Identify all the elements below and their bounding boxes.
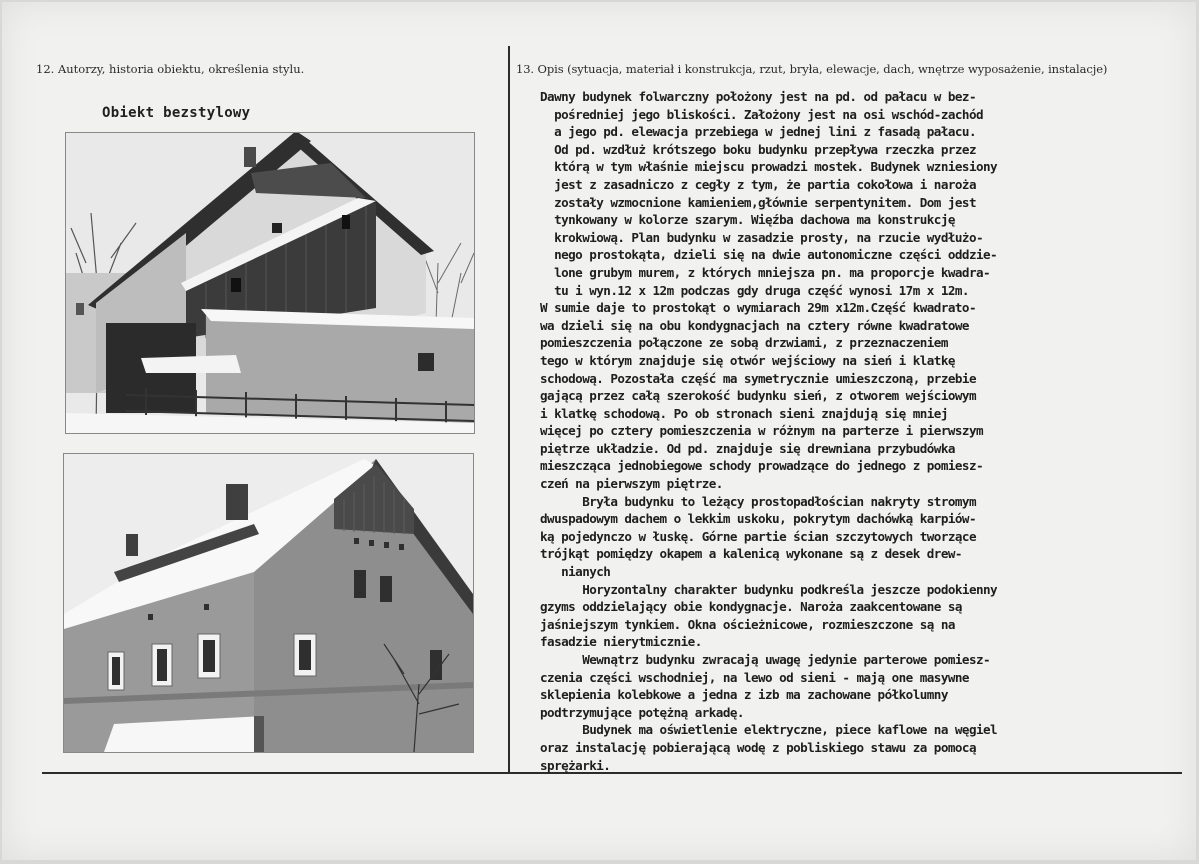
text-line: Horyzontalny charakter budynku podkreśla jeszcze podokienny xyxy=(540,581,998,597)
style-label: Obiekt bezstylowy xyxy=(102,105,251,121)
text-line: gzyms oddzielający obie kondygnacje. Naroża zaakcentowane są xyxy=(540,599,962,615)
document-sheet xyxy=(2,2,1196,860)
text-line: jaśniejszym tynkiem. Okna ościeżnicowe, rozmieszczone są na xyxy=(540,616,955,632)
text-line: nianych xyxy=(540,564,611,580)
vertical-divider xyxy=(508,46,510,772)
text-line: ką pojedynczo w łuskę. Górne partie ścian szczytowych tworzące xyxy=(540,528,976,544)
text-line: Dawny budynek folwarczny położony jest na pd. od pałacu w bez- xyxy=(540,89,976,104)
text-line: trójkąt pomiędzy okapem a kalenicą wykonane są z desek drew- xyxy=(540,546,962,562)
text-line: piętrze układzie. Od pd. znajduje się drewniana przybudówka xyxy=(540,440,955,456)
text-line: Budynek ma oświetlenie elektryczne, piece kaflowe na węgiel xyxy=(540,722,998,738)
text-line: lone grubym murem, z których mniejsza pn. ma proporcje kwadra- xyxy=(540,264,991,280)
text-line: jest z zasadniczo z cegły z tym, że partia cokołowa i naroża xyxy=(540,176,976,192)
text-line: dwuspadowym dachem o lekkim uskoku, pokrytym dachówką karpiów- xyxy=(540,511,976,527)
text-line: więcej po cztery pomieszczenia w różnym na parterze i pierwszym xyxy=(540,423,984,439)
text-line: schodową. Pozostała część ma symetrycznie umieszczoną, przebie xyxy=(540,370,976,386)
text-line: sprężarki. xyxy=(540,757,611,773)
text-line: fasadzie nierytmicznie. xyxy=(540,634,702,650)
text-line: mieszcząca jednobiegowe schody prowadzące do jednego z pomiesz- xyxy=(540,458,984,474)
text-line: tu i wyn.12 x 12m podczas gdy druga część wynosi 17m x 12m. xyxy=(540,282,969,298)
text-line: tynkowany w kolorze szarym. Więźba dachowa ma konstrukcję xyxy=(540,212,955,228)
text-line: gającą przez całą szerokość budynku sień, z otworem wejściowym xyxy=(540,388,976,404)
text-line: Wewnątrz budynku zwracają uwagę jedynie parterowe pomiesz- xyxy=(540,652,991,667)
text-line: czenia części wschodniej, na lewo od sieni - mają one masywne xyxy=(540,669,969,685)
photo-building-facade xyxy=(63,453,474,753)
text-line: pośredniej jego bliskości. Założony jest na osi wschód-zachód xyxy=(540,106,984,122)
section-12-heading: 12. Autorzy, historia obiektu, określenia stylu. xyxy=(36,62,305,76)
text-line: W sumie daje to prostokąt o wymiarach 29m x12m.Część kwadrato- xyxy=(540,300,976,316)
text-line: sklepienia kolebkowe a jedna z izb ma zachowane półkolumny xyxy=(540,687,948,703)
text-line: Bryła budynku to leżący prostopadłościan nakryty stromym xyxy=(540,493,976,509)
text-line: pomieszczenia połączone ze sobą drzwiami, z przeznaczeniem xyxy=(540,335,948,351)
description-text xyxy=(540,88,1194,774)
text-line: podtrzymujące potężną arkadę. xyxy=(540,704,744,720)
text-line: i klatkę schodową. Po ob stronach sieni znajdują się mniej xyxy=(540,405,948,421)
text-line: tego w którym znajduje się otwór wejściowy na sień i klatkę xyxy=(540,352,955,368)
section-13-heading: 13. Opis (sytuacja, materiał i konstrukcja, rzut, bryła, elewacje, dach, wnętrze wyposażenie, instalacje) xyxy=(516,62,1108,76)
text-line: Od pd. wzdłuż krótszego boku budynku przepływa rzeczka przez xyxy=(540,141,976,157)
text-line: oraz instalację pobierającą wodę z pobliskiego stawu za pomocą xyxy=(540,739,976,755)
text-line: wa dzieli się na obu kondygnacjach na cztery równe kwadratowe xyxy=(540,317,969,333)
text-line: którą w tym właśnie miejscu prowadzi mostek. Budynek wzniesiony xyxy=(540,159,998,175)
text-line: zostały wzmocnione kamieniem,głównie serpentynitem. Dom jest xyxy=(540,194,976,210)
text-line: nego prostokąta, dzieli się na dwie autonomiczne części oddzie- xyxy=(540,247,998,263)
text-line: krokwiową. Plan budynku w zasadzie prosty, na rzucie wydłużo- xyxy=(540,229,984,245)
text-line: czeń na pierwszym piętrze. xyxy=(540,476,723,492)
photo-building-side-view xyxy=(65,132,475,434)
text-line: a jego pd. elewacja przebiega w jednej lini z fasadą pałacu. xyxy=(540,124,976,140)
